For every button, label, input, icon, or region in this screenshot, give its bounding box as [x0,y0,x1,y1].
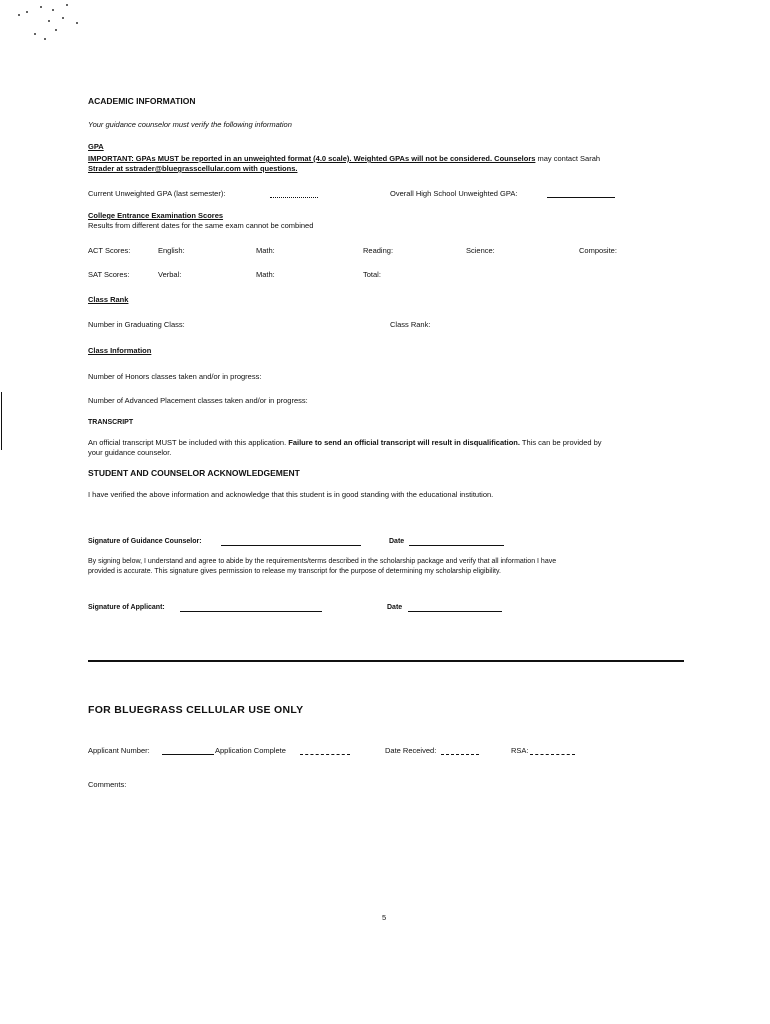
date-received-label: Date Received: [385,746,437,755]
gpa-heading: GPA [88,142,104,151]
gpa-important [88,154,600,163]
act-reading-label: Reading: [363,246,394,255]
transcript-text [88,438,602,447]
applicant-text-2: provided is accurate. This signature gives permission to release my transcript for the purpose of determining my scholarship eligibility. [88,568,501,575]
current-gpa-label: Current Unweighted GPA (last semester): [88,189,226,198]
overall-gpa-field[interactable] [547,197,615,198]
class-rank-heading: Class Rank [88,295,129,304]
comments-label: Comments: [88,780,127,789]
office-title: FOR BLUEGRASS CELLULAR USE ONLY [88,704,304,716]
act-english-label: English: [158,246,185,255]
transcript-text-3: your guidance counselor. [88,448,172,457]
applicant-number-label: Applicant Number: [88,746,150,755]
sat-total-label: Total: [363,270,381,279]
transcript-text-2: This can be provided by [519,438,602,447]
overall-gpa-label: Overall High School Unweighted GPA: [390,189,518,198]
counselor-date-label: Date [389,538,405,545]
class-rank-label: Class Rank: [390,320,431,329]
applicant-signature-label: Signature of Applicant: [88,604,165,611]
applicant-number-field[interactable] [162,754,214,755]
act-label: ACT Scores: [88,246,131,255]
margin-scan-mark [1,392,2,450]
sat-verbal-label: Verbal: [158,270,182,279]
counselor-signature-label: Signature of Guidance Counselor: [88,538,202,545]
application-complete-field[interactable] [300,754,350,755]
honors-label: Number of Honors classes taken and/or in progress: [88,372,262,381]
act-math-label: Math: [256,246,275,255]
rsa-field[interactable] [530,754,575,755]
counselor-date-field[interactable] [409,545,504,546]
current-gpa-field[interactable] [270,197,318,198]
academic-title: ACADEMIC INFORMATION [88,96,196,106]
graduating-class-label: Number in Graduating Class: [88,320,185,329]
transcript-text-bold: Failure to send an official transcript will result in disqualification. [288,438,520,447]
sat-label: SAT Scores: [88,270,130,279]
applicant-signature-field[interactable] [180,611,322,612]
verify-note: Your guidance counselor must verify the following information [88,120,292,129]
act-composite-label: Composite: [579,246,617,255]
section-divider [88,660,684,662]
gpa-important-rest: may contact Sarah [535,154,601,163]
page-number: 5 [382,913,387,922]
act-science-label: Science: [466,246,495,255]
gpa-important-bold: IMPORTANT: GPAs MUST be reported in an unweighted format (4.0 scale). Weighted GPAs will not be considered. Counselors [88,154,536,163]
sat-math-label: Math: [256,270,275,279]
date-received-field[interactable] [441,754,479,755]
ack-statement: I have verified the above information and acknowledge that this student is in good standing with the educational institution. [88,490,494,499]
transcript-heading: TRANSCRIPT [88,419,134,426]
college-note: Results from different dates for the same exam cannot be combined [88,221,314,230]
ap-label: Number of Advanced Placement classes taken and/or in progress: [88,396,308,405]
gpa-contact: Strader at sstrader@bluegrasscellular.com with questions. [88,164,298,173]
rsa-label: RSA: [511,746,529,755]
applicant-text-1: By signing below, I understand and agree to abide by the requirements/terms described in the scholarship package and verify that all information I have [88,558,557,565]
applicant-date-field[interactable] [408,611,502,612]
applicant-date-label: Date [387,604,403,611]
application-complete-label: Application Complete [215,746,286,755]
class-info-heading: Class Information [88,346,152,355]
ack-title: STUDENT AND COUNSELOR ACKNOWLEDGEMENT [88,468,300,478]
college-heading: College Entrance Examination Scores [88,211,224,220]
counselor-signature-field[interactable] [221,545,361,546]
transcript-text-1: An official transcript MUST be included with this application. [88,438,289,447]
